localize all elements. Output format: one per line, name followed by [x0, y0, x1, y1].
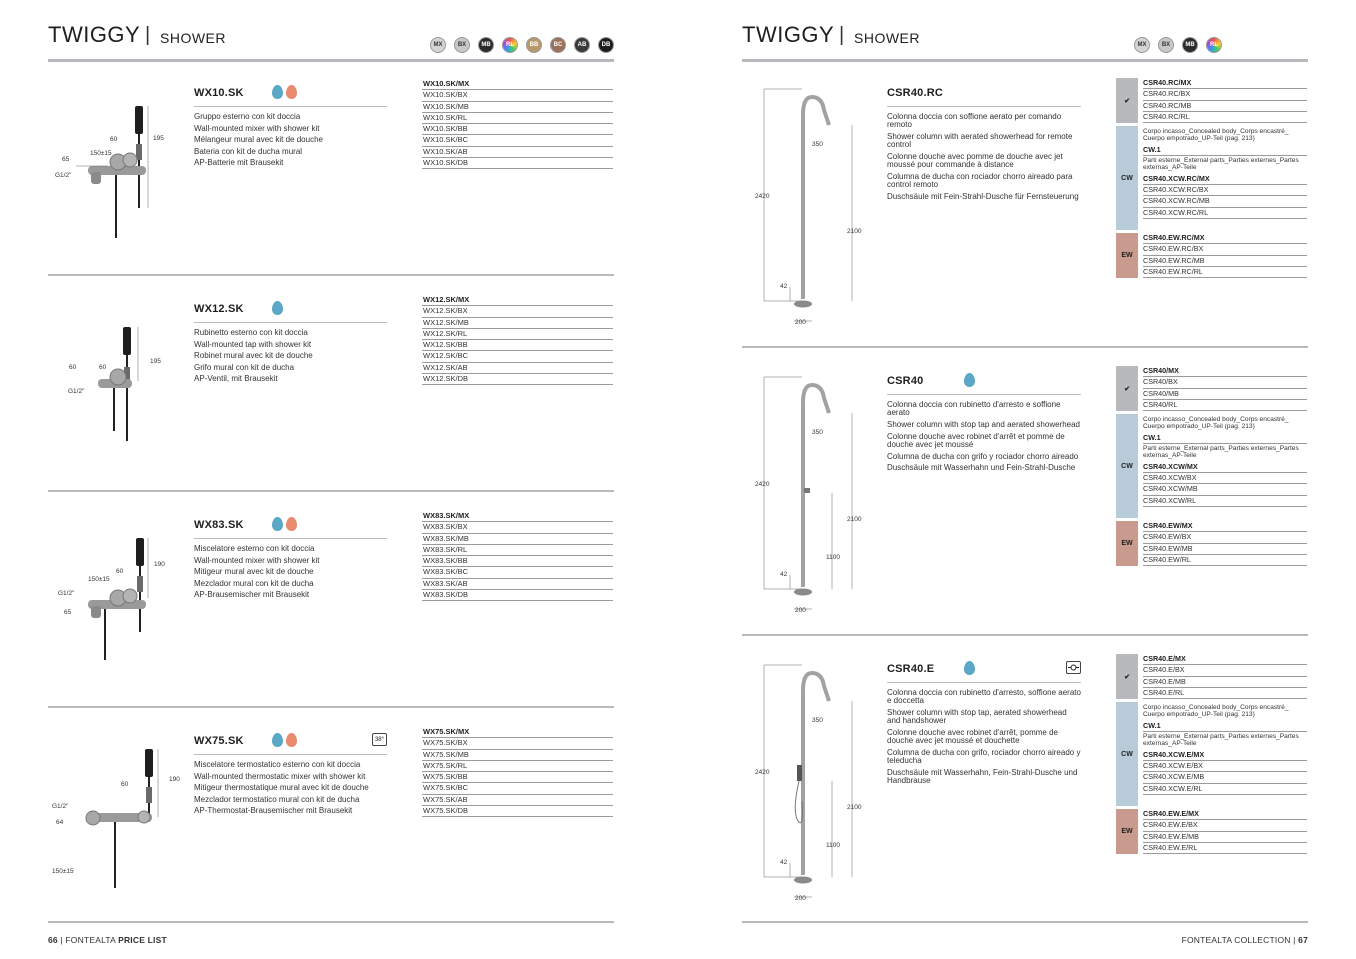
description-line: Wall-mounted thermostatic mixer with shower kit [194, 771, 366, 781]
dimension-label: 190 [154, 561, 165, 568]
description-line: Colonne douche avec pomme de douche avec jet moussé pour commande à distance [887, 151, 1063, 170]
article-code: CSR40.EW.E/MB [1143, 832, 1307, 843]
water-type-icons [964, 661, 975, 675]
category-title: SHOWER [854, 30, 920, 46]
footer-separator: | [1290, 935, 1299, 945]
section-divider [48, 490, 614, 492]
cw-codes [1143, 416, 1307, 507]
description-line: Gruppo esterno con kit doccia [194, 112, 301, 121]
description-line: Columna de ducha con rociador chorro aireado para control remoto [887, 171, 1073, 190]
article-code: CSR40.XCW.E/MB [1143, 772, 1307, 783]
description-line: Duschsäule mit Wasserhahn, Fein-Strahl-Dusche und Handbrause [887, 767, 1078, 786]
finish-swatch: BX [454, 37, 470, 53]
article-code: CW.1 [1143, 721, 1307, 732]
check-icon: ✔ [1116, 78, 1138, 123]
water-type-icons [272, 85, 297, 99]
title-underline [887, 106, 1081, 107]
description-line: AP-Batterie mit Brausekit [194, 158, 284, 168]
dimension-label: G1/2" [68, 388, 85, 395]
article-code: WX75.SK/AB [422, 795, 613, 806]
standard-codes [1143, 654, 1307, 699]
water-type-icons [272, 301, 283, 315]
article-code: CSR40.RC/MX [1143, 78, 1307, 89]
cold-water-drop-icon [272, 301, 283, 315]
cold-water-drop-icon [272, 85, 283, 99]
article-code: WX83.SK/MX [422, 511, 613, 522]
ew-tag: EW [1116, 521, 1138, 566]
article-code: CSR40/MX [1143, 366, 1307, 377]
article-code: WX83.SK/BX [422, 522, 613, 533]
product-section [48, 723, 614, 913]
dimension-label: 1100 [826, 842, 840, 849]
description-line: AP-Thermostat-Brausemischer mit Brausekit [194, 806, 353, 816]
hot-water-drop-icon [286, 733, 297, 747]
cw-tag: CW [1116, 702, 1138, 806]
dimension-label: 2100 [847, 804, 862, 811]
ew-tag: EW [1116, 809, 1138, 854]
dimension-label: 195 [153, 135, 164, 142]
finish-swatch: RL [1206, 37, 1222, 53]
cw-note: Corpo incasso_Concealed body_Corps encastré_ Cuerpo empotrado_UP-Teil (pag. 213) [1143, 128, 1289, 143]
product-drawing [742, 85, 872, 345]
finish-swatch: MB [478, 37, 494, 53]
footer-separator: | [57, 935, 66, 945]
article-code: WX10.SK/MB [422, 102, 613, 113]
article-code: CSR40.EW.E/MX [1143, 809, 1307, 820]
product-description [194, 113, 387, 171]
description-line: Mitigeur mural avec kit de douche [194, 567, 314, 577]
dimension-label: 2420 [755, 481, 770, 488]
description-line: Colonne douche avec robinet d'arrêt et pomme de douche avec jet moussé [887, 431, 1065, 449]
product-description [194, 545, 387, 603]
article-code: WX83.SK/AB [422, 579, 613, 590]
article-code: CSR40.XCW.RC/MX [1143, 174, 1307, 185]
page-footer [1182, 935, 1308, 945]
article-code: CSR40/MB [1143, 389, 1307, 400]
article-code: WX10.SK/BC [422, 135, 613, 146]
title-underline [194, 538, 387, 539]
finish-swatch: AB [574, 37, 590, 53]
description-line: Colonna doccia con rubinetto d'arresto, soffione aerato e doccetta [887, 688, 1081, 706]
article-code: WX75.SK/MX [422, 727, 613, 738]
dimension-label: 60 [110, 136, 118, 143]
description-line: Shower column with stop tap and aerated showerhead [887, 419, 1081, 429]
page-header [742, 22, 1308, 62]
title-underline [887, 394, 1081, 395]
product-section [742, 363, 1308, 635]
finish-swatch: BB [526, 37, 542, 53]
dimension-label: 42 [780, 283, 788, 290]
product-section [48, 291, 614, 491]
product-drawing [742, 373, 872, 633]
product-code: CSR40.E [887, 663, 935, 675]
article-code: CSR40.RC/MB [1143, 101, 1307, 112]
dimension-label: G1/2" [52, 803, 69, 810]
article-code: CSR40.RC/RL [1143, 112, 1307, 123]
cw-note: Corpo incasso_Concealed body_Corps encastré_ Cuerpo empotrado_UP-Teil (pag. 213) [1143, 704, 1289, 719]
hot-water-drop-icon [286, 85, 297, 99]
standard-codes [1143, 366, 1307, 411]
dimension-label: G1/2" [58, 590, 75, 597]
dimension-label: 200 [795, 895, 806, 902]
dimension-label: 2420 [755, 769, 770, 776]
article-code: WX10.SK/DB [422, 158, 613, 169]
description-line: AP-Brausemischer mit Brausekit [194, 590, 310, 600]
title-underline [194, 106, 387, 107]
article-code-list [422, 511, 613, 601]
brand-title: TWIGGY [48, 22, 141, 47]
description-line: Rubinetto esterno con kit doccia [194, 328, 308, 337]
dimension-label: 1100 [826, 554, 840, 561]
article-code: WX75.SK/BC [422, 783, 613, 794]
variant-table [1116, 654, 1307, 854]
description-line: Colonna doccia con soffione aerato per comando remoto [887, 112, 1062, 130]
product-drawing [48, 321, 178, 471]
dimension-label: 350 [812, 717, 823, 724]
product-code: WX75.SK [194, 735, 244, 747]
dimension-label: 350 [812, 141, 823, 148]
product-section [48, 507, 614, 707]
article-code: CSR40.EW/MX [1143, 521, 1307, 532]
article-code: WX10.SK/RL [422, 113, 613, 124]
cw-note: Parti esterne_External parts_Parties externes_Partes externas_AP-Teile [1143, 445, 1299, 460]
article-code: WX83.SK/RL [422, 545, 613, 556]
section-divider [48, 274, 614, 276]
article-code: WX83.SK/DB [422, 590, 613, 601]
dimension-label: 200 [795, 319, 806, 326]
article-code: WX75.SK/RL [422, 761, 613, 772]
article-code: CSR40.EW/MB [1143, 544, 1307, 555]
dimension-label: 150±15 [52, 868, 74, 875]
dimension-label: 2100 [847, 516, 862, 523]
finish-swatch: DB [598, 37, 614, 53]
product-description [194, 761, 387, 819]
article-code: CSR40.E/RL [1143, 688, 1307, 699]
article-code: CSR40.EW.E/RL [1143, 843, 1307, 854]
dimension-label: 350 [812, 429, 823, 436]
ew-codes [1143, 521, 1307, 566]
article-code: WX75.SK/MB [422, 750, 613, 761]
product-description [194, 329, 387, 387]
article-code: CSR40.XCW/RL [1143, 496, 1307, 507]
water-type-icons [272, 517, 297, 531]
dimension-label: 60 [116, 568, 124, 575]
product-drawing [742, 661, 872, 921]
article-code: CSR40.XCW.E/MX [1143, 750, 1307, 761]
description-line: Miscelatore termostatico esterno con kit doccia [194, 760, 361, 769]
cw-tag: CW [1116, 126, 1138, 230]
page-footer-rule [48, 921, 614, 923]
dimension-label: 42 [780, 571, 788, 578]
cold-water-drop-icon [272, 733, 283, 747]
product-section [742, 75, 1308, 347]
cw-tag: CW [1116, 414, 1138, 518]
article-code: WX75.SK/BX [422, 738, 613, 749]
ew-codes [1143, 809, 1307, 854]
article-code: WX75.SK/BB [422, 772, 613, 783]
article-code: CSR40.EW/RL [1143, 555, 1307, 566]
description-line: Mezclador termostatico mural con kit de ducha [194, 794, 360, 804]
hot-water-drop-icon [286, 517, 297, 531]
article-code: WX10.SK/BX [422, 90, 613, 101]
article-code: CSR40.RC/BX [1143, 89, 1307, 100]
description-line: Shower column with stop tap, aerated showerhead and handshower [887, 707, 1067, 726]
description-line: Wall-mounted tap with shower kit [194, 339, 312, 349]
description-line: Wall-mounted mixer with shower kit [194, 123, 320, 133]
finish-swatch: MX [430, 37, 446, 53]
article-code: WX12.SK/AB [422, 363, 613, 374]
cw-codes [1143, 128, 1307, 219]
footer-collection: FONTEALTA COLLECTION [1181, 935, 1291, 945]
finish-swatch: MB [1182, 37, 1198, 53]
dimension-label: 65 [64, 609, 72, 616]
article-code: CSR40.EW.RC/BX [1143, 244, 1307, 255]
ew-tag: EW [1116, 233, 1138, 278]
article-code: CSR40/RL [1143, 400, 1307, 411]
description-line: AP-Ventil, mit Brausekit [194, 374, 278, 384]
article-code: CSR40.EW/BX [1143, 532, 1307, 543]
variant-table [1116, 366, 1307, 566]
brand-title: TWIGGY [742, 22, 835, 47]
description-line: Bateria con kit de ducha mural [194, 146, 303, 156]
article-code-list [422, 295, 613, 385]
dimension-label: 150±15 [90, 150, 112, 157]
article-code: CSR40.EW.RC/RL [1143, 267, 1307, 278]
article-code: WX12.SK/MB [422, 318, 613, 329]
article-code: CSR40.XCW.E/BX [1143, 761, 1307, 772]
dimension-label: G1/2" [55, 172, 72, 179]
article-code: WX12.SK/DB [422, 374, 613, 385]
description-line: Duschsäule mit Fein-Strahl-Dusche für Fernsteuerung [887, 191, 1079, 201]
article-code: WX12.SK/RL [422, 329, 613, 340]
product-code: CSR40.RC [887, 87, 944, 99]
cold-water-drop-icon [964, 661, 975, 675]
finish-swatch: RL [502, 37, 518, 53]
dimension-label: 2100 [847, 228, 862, 235]
article-code: CSR40.EW.RC/MX [1143, 233, 1307, 244]
footer-price-list: PRICE LIST [118, 935, 167, 945]
dimension-label: 60 [69, 364, 77, 371]
description-line: Mezclador mural con kit de ducha [194, 578, 314, 588]
header-separator: | [839, 24, 845, 46]
article-code: WX75.SK/DB [422, 806, 613, 817]
product-drawing [48, 100, 178, 240]
footer-brand: FONTEALTA [65, 935, 119, 945]
article-code-list [422, 727, 613, 817]
variant-table [1116, 78, 1307, 278]
dimension-label: 200 [795, 607, 806, 614]
page-footer [48, 935, 167, 945]
article-code: CSR40.EW.E/BX [1143, 820, 1307, 831]
dimension-label: 190 [169, 776, 180, 783]
dimension-label: 64 [56, 819, 64, 826]
article-code: CSR40.XCW.RC/BX [1143, 185, 1307, 196]
water-type-icons [272, 733, 297, 747]
description-line: Duschsäule mit Wasserhahn und Fein-Strahl-Dusche [887, 463, 1076, 473]
standard-codes [1143, 78, 1307, 123]
ew-codes [1143, 233, 1307, 278]
dimension-label: 195 [150, 358, 161, 365]
water-type-icons [964, 373, 975, 387]
description-line: Mitigeur thermostatique mural avec kit de douche [194, 783, 369, 793]
article-code: CSR40.EW.RC/MB [1143, 256, 1307, 267]
article-code: CSR40.XCW/MB [1143, 484, 1307, 495]
article-code: CW.1 [1143, 145, 1307, 156]
article-code: CW.1 [1143, 433, 1307, 444]
article-code: CSR40.E/MB [1143, 677, 1307, 688]
article-code: CSR40.E/MX [1143, 654, 1307, 665]
right-page [678, 0, 1356, 959]
article-code: CSR40.E/BX [1143, 665, 1307, 676]
product-description [887, 689, 1081, 789]
section-divider [742, 634, 1308, 636]
product-drawing [48, 743, 178, 913]
diverter-icon [1066, 661, 1081, 674]
page-footer-rule [742, 921, 1308, 923]
description-line: Colonna doccia con rubinetto d'arresto e soffione aerato [887, 400, 1061, 418]
article-code: WX12.SK/BB [422, 340, 613, 351]
dimension-label: 60 [99, 364, 107, 371]
thermostatic-icon: 38° [372, 733, 387, 746]
article-code: CSR40.XCW.RC/MB [1143, 196, 1307, 207]
description-line: Wall-mounted mixer with shower kit [194, 555, 320, 565]
finish-swatch: BX [1158, 37, 1174, 53]
finish-swatch: BC [550, 37, 566, 53]
product-code: CSR40 [887, 375, 924, 387]
article-code: WX10.SK/BB [422, 124, 613, 135]
article-code: WX12.SK/BX [422, 306, 613, 317]
article-code: CSR40.XCW/BX [1143, 473, 1307, 484]
dimension-label: 65 [62, 156, 70, 163]
article-code: WX12.SK/MX [422, 295, 613, 306]
dimension-label: 2420 [755, 193, 770, 200]
section-divider [742, 346, 1308, 348]
product-code: WX10.SK [194, 87, 244, 99]
product-description [887, 113, 1081, 204]
category-title: SHOWER [160, 30, 226, 46]
article-code: WX10.SK/MX [422, 79, 613, 90]
finish-swatch: MX [1134, 37, 1150, 53]
article-code: CSR40.XCW.RC/RL [1143, 208, 1307, 219]
description-line: Miscelatore esterno con kit doccia [194, 544, 315, 553]
diverter-icon-glyph [1068, 664, 1079, 671]
title-underline [887, 682, 1081, 683]
finish-swatches [430, 37, 614, 53]
description-line: Robinet mural avec kit de douche [194, 351, 313, 361]
description-line: Mélangeur mural avec kit de douche [194, 135, 323, 145]
finish-swatches [1134, 37, 1222, 53]
description-line: Shower column with aerated showerhead for remote control [887, 131, 1073, 150]
title-underline [194, 754, 387, 755]
article-code: WX83.SK/MB [422, 534, 613, 545]
dimension-label: 60 [121, 781, 129, 788]
page-number: 66 [48, 935, 58, 945]
product-section [742, 651, 1308, 913]
description-line: Grifo mural con kit de ducha [194, 362, 295, 372]
cw-codes [1143, 704, 1307, 795]
article-code: WX12.SK/BC [422, 351, 613, 362]
product-section [48, 75, 614, 275]
header-separator: | [145, 24, 151, 46]
check-icon: ✔ [1116, 366, 1138, 411]
article-code: WX83.SK/BB [422, 556, 613, 567]
article-code-list [422, 79, 613, 169]
product-code: WX83.SK [194, 519, 244, 531]
product-code: WX12.SK [194, 303, 244, 315]
cold-water-drop-icon [964, 373, 975, 387]
title-underline [194, 322, 387, 323]
article-code: CSR40.XCW/MX [1143, 462, 1307, 473]
description-line: Columna de ducha con grifo, rociador chorro aireado y teleducha [887, 747, 1081, 766]
cw-note: Parti esterne_External parts_Parties externes_Partes externas_AP-Teile [1143, 157, 1299, 172]
dimension-label: 150±15 [88, 576, 110, 583]
page-header [48, 22, 614, 62]
description-line: Columna de ducha con grifo y rociador chorro aireado [887, 451, 1079, 461]
article-code: CSR40/BX [1143, 377, 1307, 388]
article-code: CSR40.XCW.E/RL [1143, 784, 1307, 795]
dimension-label: 42 [780, 859, 788, 866]
article-code: WX83.SK/BC [422, 567, 613, 578]
cold-water-drop-icon [272, 517, 283, 531]
cw-note: Parti esterne_External parts_Parties externes_Partes externas_AP-Teile [1143, 733, 1299, 748]
check-icon: ✔ [1116, 654, 1138, 699]
cw-note: Corpo incasso_Concealed body_Corps encastré_ Cuerpo empotrado_UP-Teil (pag. 213) [1143, 416, 1289, 431]
product-description [887, 401, 1081, 476]
description-line: Colonne douche avec robinet d'arrêt, pomme de douche avec jet moussé et douchette [887, 727, 1058, 746]
section-divider [48, 706, 614, 708]
page-number: 67 [1298, 935, 1308, 945]
article-code: WX10.SK/AB [422, 147, 613, 158]
